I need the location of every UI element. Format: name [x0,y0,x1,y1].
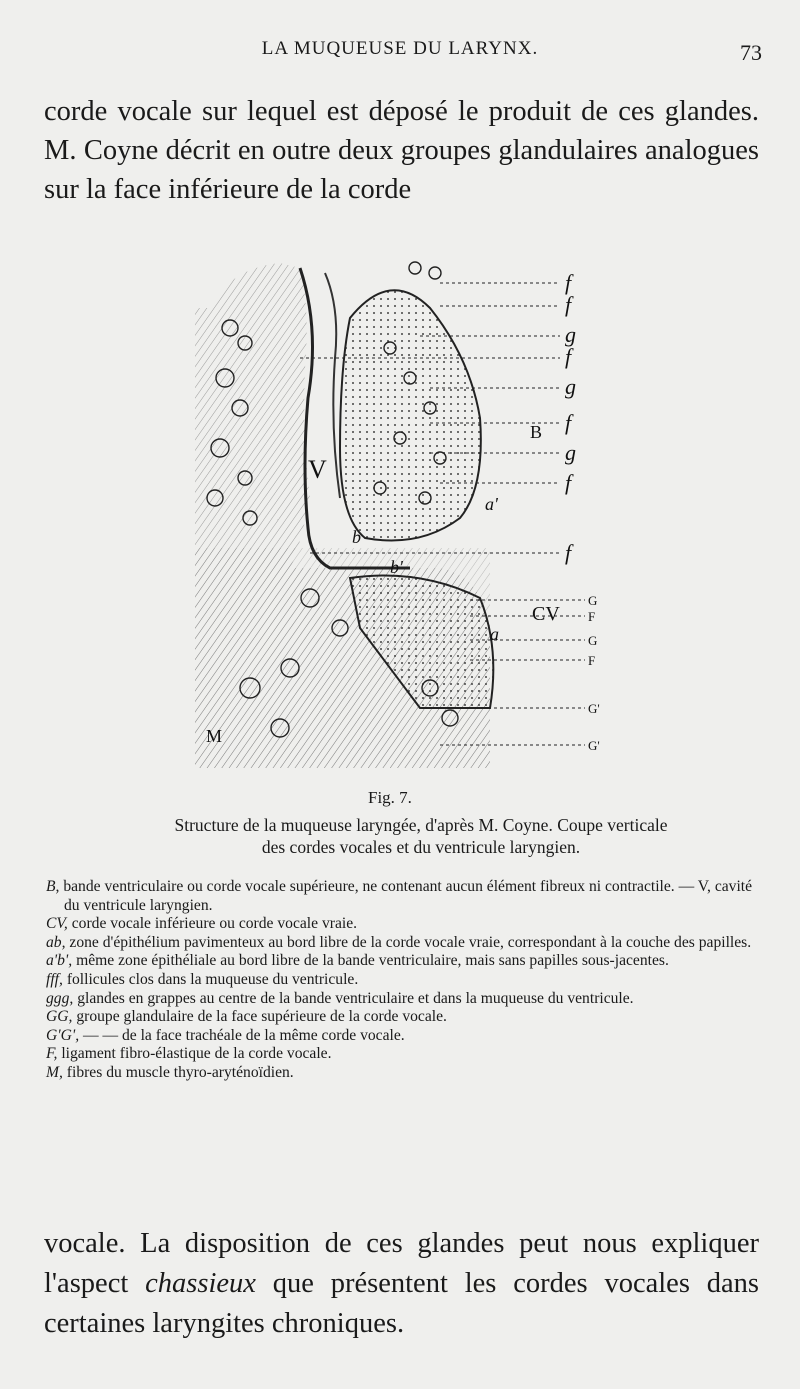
legend-text: bande ventriculaire ou corde vocale supérieure, ne contenant aucun élément fibreux ni contractile. — V, cavité du ventricule laryngien. [63,878,753,914]
page-header [0,34,800,74]
label-b: b [352,527,361,547]
label-B: B [530,422,543,442]
legend-entry [46,971,756,990]
legend-key: M, [46,1063,63,1081]
legend-entry [46,1045,756,1064]
label-g-2: g [565,374,576,399]
label-b-prime: b' [390,557,403,577]
paragraph-bottom-italic: chassieux [145,1268,256,1299]
figure-caption [76,814,766,858]
legend-entry [46,990,756,1009]
label-f-1: f [565,270,572,295]
legend-entry [46,1027,756,1046]
body-text-bottom [44,1224,759,1344]
legend-text: ligament fibro-élastique de la corde vocale. [61,1045,332,1063]
legend-entry [46,878,756,915]
legend-key: CV, [46,915,68,933]
label-V: V [308,455,327,484]
legend-text: même zone épithéliale au bord libre de la bande ventriculaire, mais sans papilles sous-jacentes. [76,952,669,970]
label-f-5: f [565,470,572,495]
paragraph-top: corde vocale sur lequel est déposé le produit de ces glandes. M. Coyne décrit en outre deux groupes glandulaires analogues sur la face inférieure de la corde [44,96,759,205]
legend-entry [46,934,756,953]
label-a: a [490,624,499,644]
legend-key: F, [46,1045,58,1063]
label-a-prime: a' [485,494,498,514]
paragraph-bottom-part-2: que présentent les cordes vocales dans certaines laryngites chroniques. [44,1268,759,1339]
legend-key: G'G', [46,1026,80,1044]
running-head: LA MUQUEUSE DU LARYNX. [261,38,539,59]
legend-text: corde vocale inférieure ou corde vocale vraie. [71,915,358,933]
label-Gp-2: G' [588,738,600,753]
figure-larynx-section [190,248,615,788]
label-f-2: f [565,292,572,317]
label-M: M [206,726,223,746]
label-F-2: F [588,653,596,668]
legend-key: B, [46,878,60,895]
label-f-4: f [565,410,572,435]
figure-number: Fig. 7. [368,788,412,807]
legend-key: a'b', [46,952,73,970]
label-g-1: g [565,322,576,347]
label-Gp-1: G' [588,701,600,716]
label-f-3: f [565,344,572,369]
label-G-1: G [588,593,598,608]
label-g-3: g [565,440,576,465]
legend-entry [46,952,756,971]
legend-entry [46,1008,756,1027]
legend-entry [46,1064,756,1083]
legend-text: glandes en grappes au centre de la bande ventriculaire et dans la muqueuse du ventricule. [77,989,634,1007]
legend-text: — — de la face trachéale de la même corde vocale. [83,1026,405,1044]
label-CV: CV [532,603,560,625]
label-f-6: f [565,540,572,565]
legend-text: groupe glandulaire de la face supérieure de la corde vocale. [76,1008,447,1026]
paragraph-bottom [44,1224,759,1344]
caption-line-1: Structure de la muqueuse laryngée, d'après M. Coyne. Coupe verticale [174,815,668,835]
legend-key: GG, [46,1008,73,1026]
legend-entry [46,915,756,934]
body-text-top [44,92,759,209]
paragraph-bottom-part-1: vocale. La disposition de ces glandes peut nous expliquer l'aspect [44,1228,759,1299]
label-F-1: F [588,609,596,624]
figure-legend [46,878,756,1083]
legend-key: ab, [46,933,66,951]
legend-text: zone d'épithélium pavimenteux au bord libre de la corde vocale vraie, correspondant à la couche des papilles. [69,933,752,951]
label-G-2: G [588,633,598,648]
legend-text: follicules clos dans la muqueuse du ventricule. [66,970,359,988]
page-number: 73 [740,40,762,65]
legend-key: ggg, [46,989,74,1007]
figure-illustration [190,248,615,788]
caption-line-2: des cordes vocales et du ventricule laryngien. [261,837,581,857]
legend-text: fibres du muscle thyro-aryténoïdien. [66,1063,294,1081]
legend-key: fff, [46,970,63,988]
